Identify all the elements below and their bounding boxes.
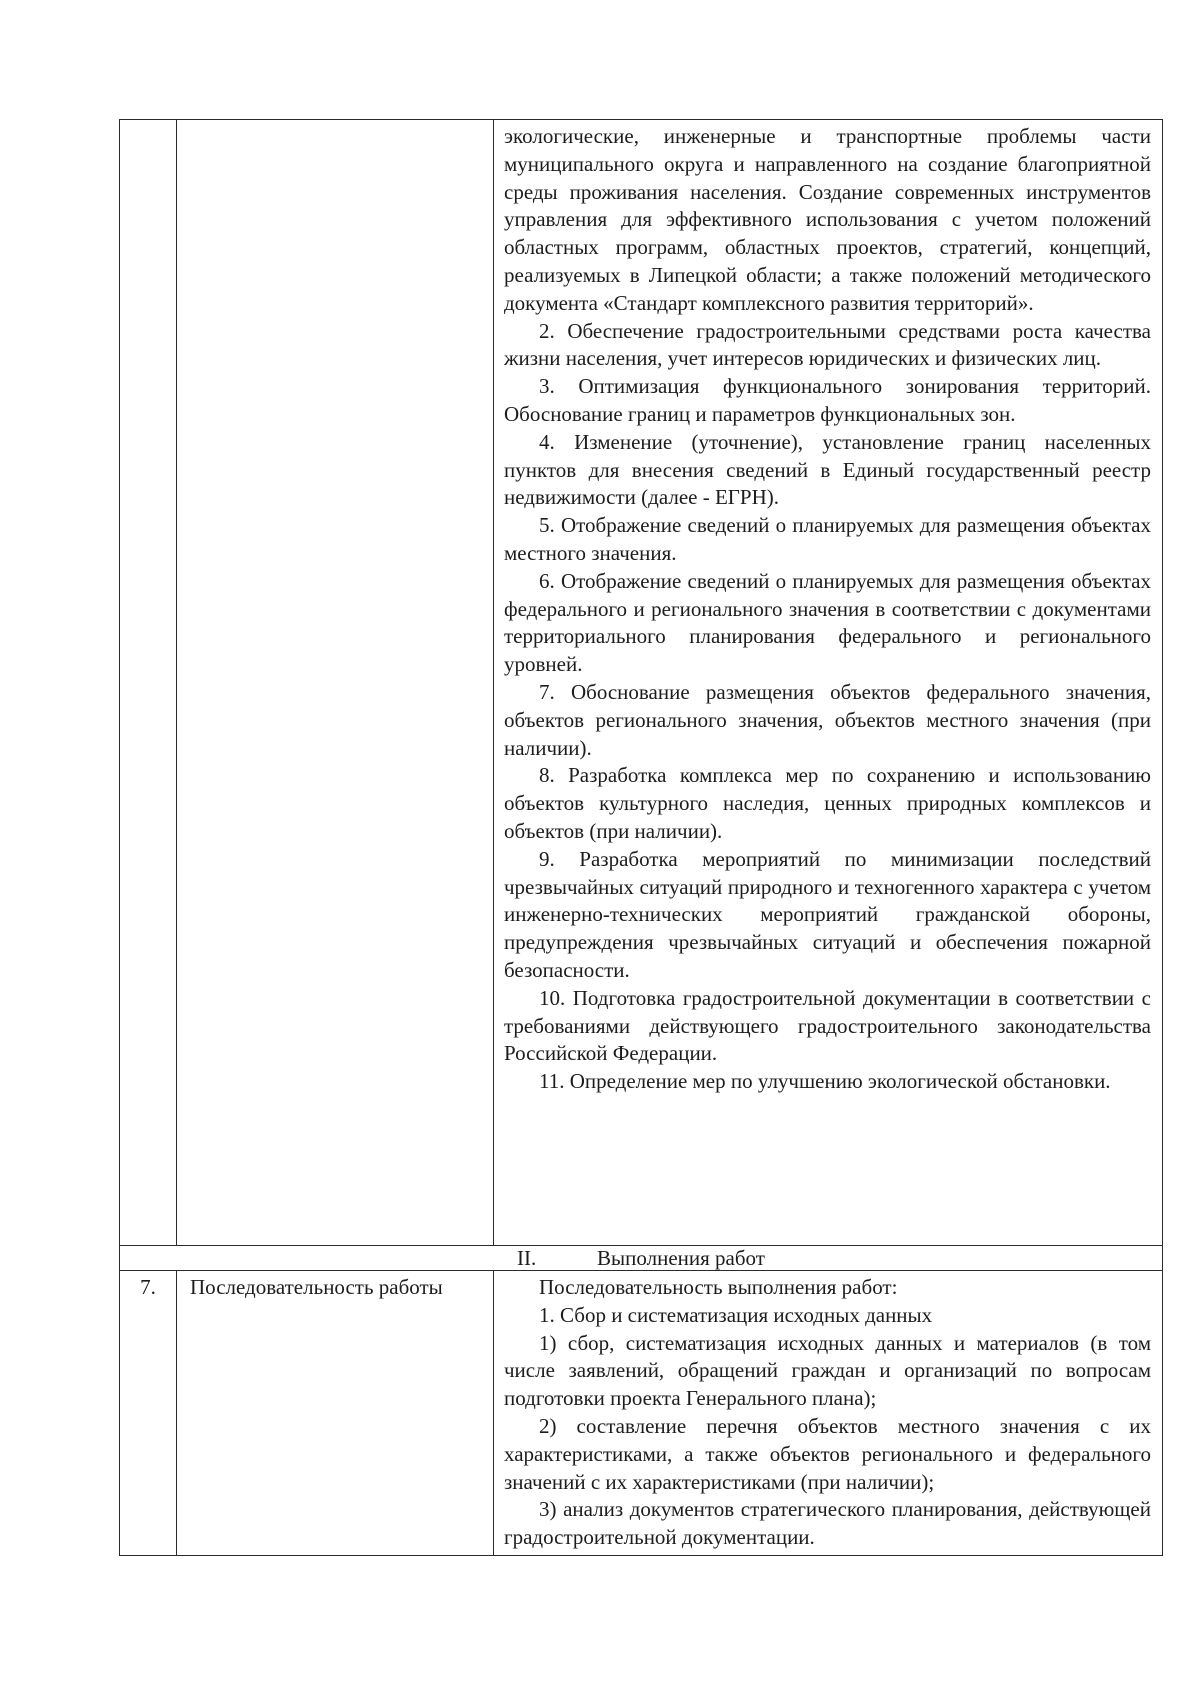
document-table xyxy=(119,119,1163,1556)
paragraph-intro: Последовательность выполнения работ: xyxy=(539,1275,898,1299)
paragraph-item-8: 8. Разработка комплекса мер по сохранению и использованию объектов культурного наследия, ценных природных комплексов и объектов (при наличии). xyxy=(504,763,1151,843)
table-row-continuation xyxy=(120,120,1163,1246)
section-number: II. xyxy=(517,1246,537,1270)
row-content-cell xyxy=(494,120,1163,1246)
paragraph-item-3: 3. Оптимизация функционального зонирования территорий. Обоснование границ и параметров функциональных зон. xyxy=(504,374,1151,426)
row-content-cell xyxy=(494,1271,1163,1556)
row-number-cell xyxy=(120,120,177,1246)
row-name-cell xyxy=(177,120,494,1246)
paragraph-continuation: экологические, инженерные и транспортные проблемы части муниципального округа и направленного на создание благоприятной среды проживания населения. Создание современных инструментов управления для эффективного использования с учетом положений областных программ, областных проектов, стратегий, концепций, реализуемых в Липецкой области; а также положений методического документа «Стандарт комплексного развития территорий». xyxy=(504,124,1151,315)
paragraph-item-6: 6. Отображение сведений о планируемых для размещения объектах федерального и регионального значения в соответствии с документами территориального планирования федерального и регионального уровней. xyxy=(504,568,1151,677)
paragraph-item-7: 7. Обоснование размещения объектов федерального значения, объектов регионального значения, объектов местного значения (при наличии). xyxy=(504,679,1151,760)
section-heading-cell xyxy=(120,1246,1163,1271)
row-name-cell: Последовательность работы xyxy=(177,1271,494,1556)
paragraph-substep-2: 2) составление перечня объектов местного значения с их характеристиками, а также объектов регионального и федерального значений с их характеристиками (при наличии); xyxy=(504,1413,1151,1494)
paragraph-item-4: 4. Изменение (уточнение), установление границ населенных пунктов для внесения сведений в Единый государственный реестр недвижимости (далее - ЕГРН). xyxy=(504,429,1151,510)
paragraph-item-2: 2. Обеспечение градостроительными средствами роста качества жизни населения, учет интересов юридических и физических лиц. xyxy=(504,318,1151,371)
paragraph-item-10: 10. Подготовка градостроительной документации в соответствии с требованиями действующего градостроительного законодательства Российской Федерации. xyxy=(504,985,1151,1066)
row-number-cell: 7. xyxy=(120,1271,177,1556)
paragraph-step-1: 1. Сбор и систематизация исходных данных xyxy=(539,1302,933,1327)
paragraph-item-9: 9. Разработка мероприятий по минимизации последствий чрезвычайных ситуаций природного и техногенного характера с учетом инженерно-технических мероприятий гражданской обороны, предупреждения чрезвычайных ситуаций и обеспечения пожарной безопасности. xyxy=(504,846,1151,982)
section-heading-row xyxy=(120,1246,1163,1271)
paragraph-item-11: 11. Определение мер по улучшению экологической обстановки. xyxy=(539,1069,1111,1094)
table-row-7 xyxy=(120,1271,1163,1556)
section-title: Выполнения работ xyxy=(597,1246,765,1270)
paragraph-substep-3: 3) анализ документов стратегического планирования, действующей градостроительной документации. xyxy=(504,1497,1151,1550)
paragraph-substep-1: 1) сбор, систематизация исходных данных и материалов (в том числе заявлений, обращений граждан и организаций по вопросам подготовки проекта Генерального плана); xyxy=(504,1330,1151,1411)
paragraph-item-5: 5. Отображение сведений о планируемых для размещения объектах местного значения. xyxy=(504,513,1151,565)
